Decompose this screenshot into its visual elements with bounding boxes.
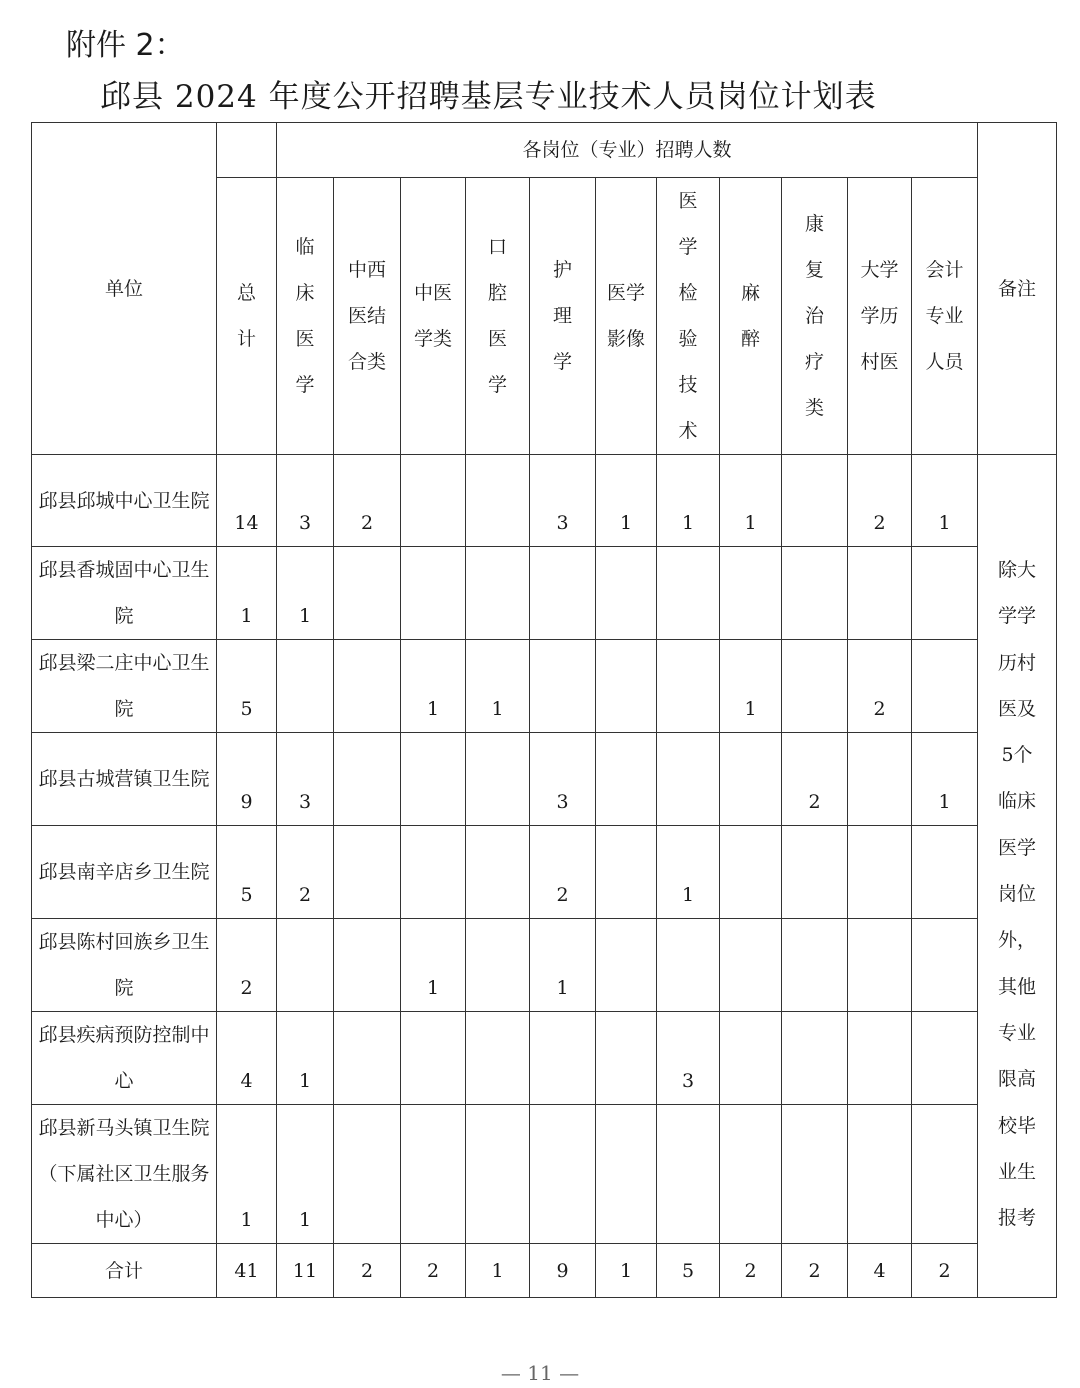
position-count xyxy=(466,1012,530,1105)
position-count xyxy=(782,826,848,919)
row-total: 2 xyxy=(217,919,277,1012)
table-row xyxy=(32,455,1057,547)
position-count xyxy=(596,547,657,640)
header-position-label: 会计专业人员 xyxy=(925,259,964,373)
position-count: 1 xyxy=(720,455,782,547)
position-count xyxy=(596,1012,657,1105)
position-count xyxy=(848,826,912,919)
position-count xyxy=(848,919,912,1012)
position-count xyxy=(720,1012,782,1105)
table-row xyxy=(32,547,1057,640)
position-count xyxy=(401,455,466,547)
position-count: 1 xyxy=(466,640,530,733)
position-count: 2 xyxy=(277,826,334,919)
sum-position-count: 2 xyxy=(401,1244,466,1298)
position-count: 1 xyxy=(596,455,657,547)
position-count xyxy=(401,547,466,640)
position-count xyxy=(720,919,782,1012)
header-position xyxy=(401,178,466,455)
position-count: 2 xyxy=(848,640,912,733)
header-position xyxy=(596,178,657,455)
position-count xyxy=(596,733,657,826)
position-count xyxy=(401,1012,466,1105)
position-count xyxy=(912,640,978,733)
position-count: 1 xyxy=(530,919,596,1012)
position-count xyxy=(401,1105,466,1244)
unit-name-cell xyxy=(32,1105,217,1244)
position-count: 3 xyxy=(277,455,334,547)
row-total: 14 xyxy=(217,455,277,547)
position-count xyxy=(782,1105,848,1244)
sum-label: 合计 xyxy=(32,1244,217,1298)
row-total: 4 xyxy=(217,1012,277,1105)
position-count xyxy=(334,919,401,1012)
position-count: 1 xyxy=(401,919,466,1012)
table-row xyxy=(32,640,1057,733)
unit-name: 邱县梁二庄中心卫生院 xyxy=(38,652,210,720)
unit-name: 邱县疾病预防控制中心 xyxy=(38,1024,210,1092)
header-remark-label: 备注 xyxy=(997,277,1036,300)
position-count xyxy=(657,1105,720,1244)
sum-position-count: 2 xyxy=(912,1244,978,1298)
unit-name-cell xyxy=(32,919,217,1012)
position-count xyxy=(530,1012,596,1105)
position-count xyxy=(720,1105,782,1244)
row-total: 5 xyxy=(217,640,277,733)
position-count xyxy=(596,1105,657,1244)
unit-name-cell xyxy=(32,640,217,733)
header-position xyxy=(912,178,978,455)
header-remark xyxy=(978,123,1057,455)
position-count xyxy=(782,547,848,640)
sum-position-count: 5 xyxy=(657,1244,720,1298)
position-count xyxy=(334,1012,401,1105)
table-row xyxy=(32,826,1057,919)
unit-name-cell xyxy=(32,826,217,919)
table-row xyxy=(32,1012,1057,1105)
header-group: 各岗位（专业）招聘人数 xyxy=(277,123,978,178)
position-count: 3 xyxy=(657,1012,720,1105)
position-count xyxy=(596,640,657,733)
position-count xyxy=(277,640,334,733)
header-position-label: 康复治疗类 xyxy=(805,213,825,419)
position-count xyxy=(848,733,912,826)
header-position xyxy=(657,178,720,455)
position-count xyxy=(530,1105,596,1244)
header-position-label: 医学检验技术 xyxy=(678,190,698,442)
position-count: 2 xyxy=(334,455,401,547)
position-count: 1 xyxy=(657,826,720,919)
sum-position-count: 1 xyxy=(596,1244,657,1298)
position-count xyxy=(720,826,782,919)
sum-position-count: 2 xyxy=(782,1244,848,1298)
position-count xyxy=(277,919,334,1012)
unit-name-cell xyxy=(32,733,217,826)
position-count xyxy=(466,826,530,919)
position-count: 1 xyxy=(277,1012,334,1105)
position-count xyxy=(334,733,401,826)
page-number: — 11 — xyxy=(500,1361,580,1385)
position-count xyxy=(720,733,782,826)
unit-name: 邱县陈村回族乡卫生院 xyxy=(38,931,210,999)
position-count xyxy=(596,919,657,1012)
sum-position-count: 4 xyxy=(848,1244,912,1298)
position-count xyxy=(466,919,530,1012)
header-position-label: 临床医学 xyxy=(295,236,315,396)
attachment-label: 附件 2： xyxy=(66,28,185,63)
position-count xyxy=(596,826,657,919)
table-row xyxy=(32,1105,1057,1244)
header-position-label: 护理学 xyxy=(553,259,573,373)
position-count xyxy=(466,455,530,547)
position-count xyxy=(912,826,978,919)
remark-cell xyxy=(978,455,1057,1298)
position-count xyxy=(912,1105,978,1244)
position-count xyxy=(912,547,978,640)
row-total: 1 xyxy=(217,1105,277,1244)
position-count: 3 xyxy=(530,455,596,547)
position-count xyxy=(334,640,401,733)
position-count: 1 xyxy=(401,640,466,733)
unit-name: 邱县古城营镇卫生院 xyxy=(38,768,210,790)
position-count: 2 xyxy=(782,733,848,826)
position-count xyxy=(848,547,912,640)
position-count xyxy=(530,640,596,733)
position-count xyxy=(848,1105,912,1244)
table-row xyxy=(32,919,1057,1012)
position-count xyxy=(848,1012,912,1105)
header-position xyxy=(466,178,530,455)
sum-position-count: 11 xyxy=(277,1244,334,1298)
position-count xyxy=(782,919,848,1012)
sum-position-count: 1 xyxy=(466,1244,530,1298)
row-total: 1 xyxy=(217,547,277,640)
position-count xyxy=(334,1105,401,1244)
position-count xyxy=(334,547,401,640)
unit-name-cell xyxy=(32,547,217,640)
unit-name: 邱县南辛店乡卫生院 xyxy=(38,861,210,883)
header-blank xyxy=(217,123,277,178)
position-count xyxy=(782,640,848,733)
position-count xyxy=(401,733,466,826)
header-position xyxy=(848,178,912,455)
sum-row xyxy=(32,1244,1057,1298)
header-total xyxy=(217,178,277,455)
position-count: 1 xyxy=(277,1105,334,1244)
row-total: 9 xyxy=(217,733,277,826)
sum-position-count: 9 xyxy=(530,1244,596,1298)
header-position xyxy=(782,178,848,455)
position-count xyxy=(657,547,720,640)
sum-total: 41 xyxy=(217,1244,277,1298)
position-count: 1 xyxy=(277,547,334,640)
position-count: 3 xyxy=(277,733,334,826)
header-position-label: 大学学历村医 xyxy=(860,259,899,373)
position-count: 2 xyxy=(530,826,596,919)
position-count: 1 xyxy=(720,640,782,733)
unit-name: 邱县邱城中心卫生院 xyxy=(38,489,210,512)
position-count xyxy=(782,455,848,547)
position-count xyxy=(657,919,720,1012)
position-count xyxy=(466,1105,530,1244)
header-position xyxy=(530,178,596,455)
position-count xyxy=(912,919,978,1012)
sum-position-count: 2 xyxy=(334,1244,401,1298)
document-title: 邱县 2024 年度公开招聘基层专业技术人员岗位计划表 xyxy=(100,79,877,115)
recruitment-plan-table xyxy=(31,122,1057,1298)
header-position xyxy=(277,178,334,455)
header-position-label: 医学影像 xyxy=(607,282,646,350)
header-unit-label: 单位 xyxy=(104,277,143,300)
unit-name: 邱县新马头镇卫生院（下属社区卫生服务中心） xyxy=(38,1117,210,1231)
position-count xyxy=(466,733,530,826)
position-count xyxy=(401,826,466,919)
sum-position-count: 2 xyxy=(720,1244,782,1298)
position-count: 1 xyxy=(912,455,978,547)
position-count: 1 xyxy=(657,455,720,547)
position-count xyxy=(530,547,596,640)
position-count xyxy=(720,547,782,640)
header-position-label: 中医学类 xyxy=(414,282,453,350)
position-count xyxy=(782,1012,848,1105)
row-total: 5 xyxy=(217,826,277,919)
position-count xyxy=(912,1012,978,1105)
header-position xyxy=(720,178,782,455)
position-count xyxy=(334,826,401,919)
header-position-label: 中西医结合类 xyxy=(348,259,387,373)
unit-name: 邱县香城固中心卫生院 xyxy=(38,559,210,627)
position-count xyxy=(657,733,720,826)
unit-name-cell xyxy=(32,1012,217,1105)
header-position-label: 麻醉 xyxy=(741,282,761,350)
position-count: 1 xyxy=(912,733,978,826)
table-row xyxy=(32,733,1057,826)
position-count xyxy=(466,547,530,640)
header-position xyxy=(334,178,401,455)
position-count xyxy=(657,640,720,733)
unit-name-cell xyxy=(32,455,217,547)
remark-text: 除大学学历村医及5个临床医学岗位外，其他专业限高校毕业生报考 xyxy=(997,559,1036,1230)
header-unit xyxy=(32,123,217,455)
position-count: 3 xyxy=(530,733,596,826)
position-count: 2 xyxy=(848,455,912,547)
header-position-label: 口腔医学 xyxy=(488,236,508,396)
header-total-label: 总计 xyxy=(237,282,257,350)
